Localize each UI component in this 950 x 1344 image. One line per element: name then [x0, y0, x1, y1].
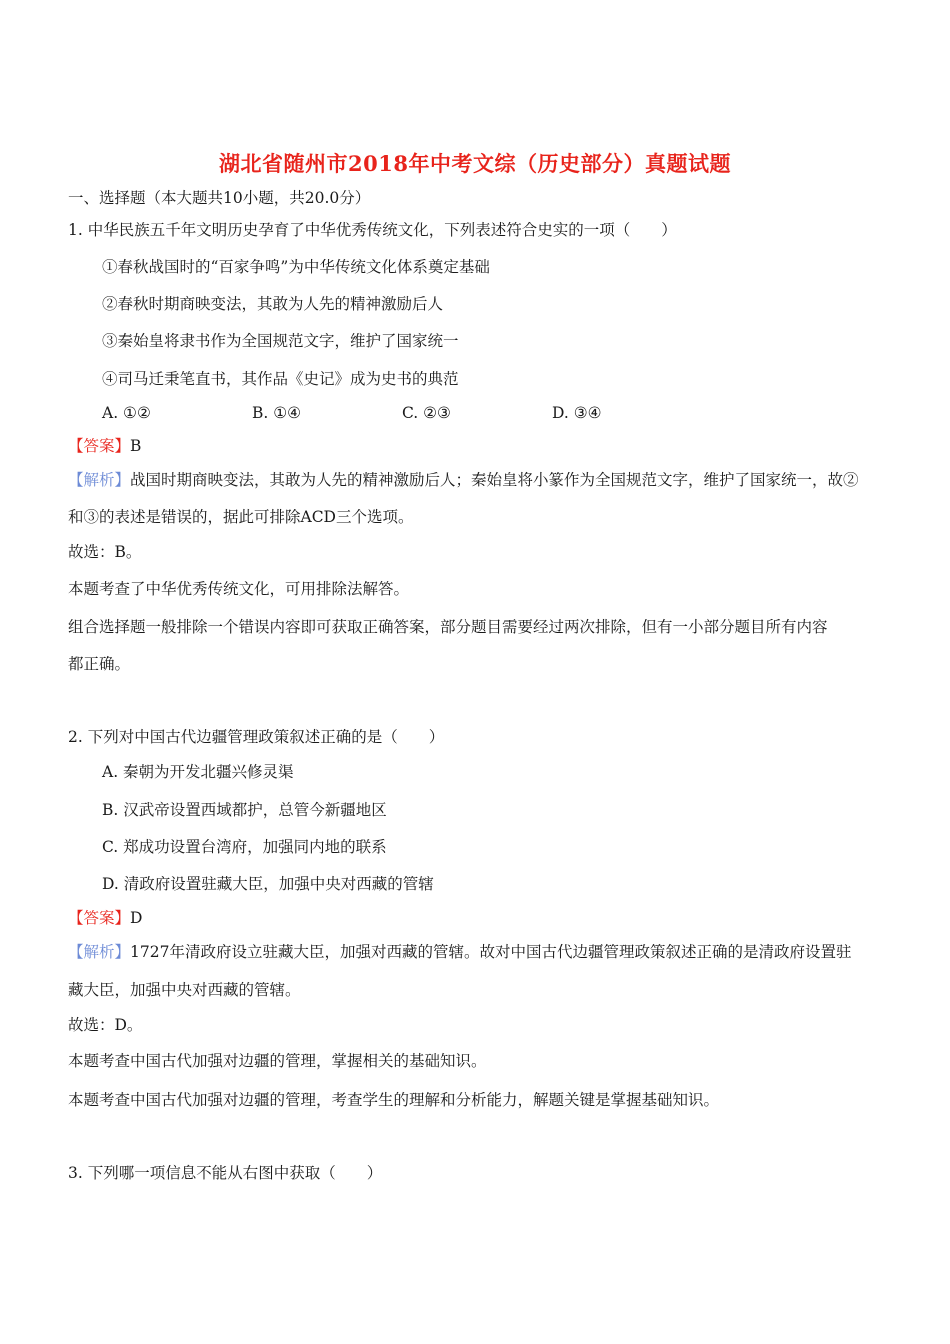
question-1-analysis-line: 故选：B。 [68, 543, 142, 561]
section-heading: 一、选择题（本大题共10小题，共20.0分） [68, 189, 371, 207]
question-1-answer [68, 436, 141, 456]
question-1-options [102, 403, 602, 423]
question-2-answer [68, 908, 142, 928]
question-1-analysis-line: 都正确。 [68, 655, 131, 673]
question-2-option-b: B. 汉武帝设置西域都护，总管今新疆地区 [102, 801, 387, 819]
question-2-analysis-line: 藏大臣，加强中央对西藏的管辖。 [68, 981, 301, 999]
analysis-tag: 【解析】 [68, 471, 131, 489]
question-1-option-a: A. ①② [102, 404, 151, 422]
question-1-analysis-line: 组合选择题一般排除一个错误内容即可获取正确答案，部分题目需要经过两次排除，但有一小部分题目所有内容 [68, 618, 828, 636]
question-2-analysis-line: 本题考查中国古代加强对边疆的管理，掌握相关的基础知识。 [68, 1052, 487, 1070]
question-1-analysis-line: 和③的表述是错误的，据此可排除ACD三个选项。 [68, 508, 414, 526]
question-3-stem: 3. 下列哪一项信息不能从右图中获取（ ） [68, 1164, 383, 1182]
question-2-analysis-line: 本题考查中国古代加强对边疆的管理，考查学生的理解和分析能力，解题关键是掌握基础知识。 [68, 1091, 720, 1109]
analysis-tag: 【解析】 [68, 943, 131, 961]
question-1-item-1: ①春秋战国时的“百家争鸣”为中华传统文化体系奠定基础 [102, 258, 490, 276]
answer-tag: 【答案】 [68, 909, 131, 927]
question-2-analysis-line: 故选：D。 [68, 1016, 143, 1034]
answer-value: D [130, 909, 143, 927]
answer-tag: 【答案】 [68, 437, 131, 455]
question-1-item-2: ②春秋时期商映变法，其敢为人先的精神激励后人 [102, 295, 444, 313]
question-1-stem: 1. 中华民族五千年文明历史孕育了中华优秀传统文化，下列表述符合史实的一项（ ） [68, 221, 677, 239]
question-2-stem: 2. 下列对中国古代边疆管理政策叙述正确的是（ ） [68, 728, 445, 746]
analysis-text: 战国时期商映变法，其敢为人先的精神激励后人；秦始皇将小篆作为全国规范文字，维护了国家统一，故② [130, 471, 859, 489]
question-1-option-d: D. ③④ [552, 404, 602, 422]
question-2-option-a: A. 秦朝为开发北疆兴修灵渠 [102, 763, 294, 781]
question-2-option-c: C. 郑成功设置台湾府，加强同内地的联系 [102, 838, 387, 856]
question-2-option-d: D. 清政府设置驻藏大臣，加强中央对西藏的管辖 [102, 875, 434, 893]
question-2-analysis [68, 942, 851, 962]
question-1-item-4: ④司马迁秉笔直书，其作品《史记》成为史书的典范 [102, 370, 459, 388]
question-1-option-b: B. ①④ [252, 404, 302, 422]
question-1-option-c: C. ②③ [402, 404, 451, 422]
question-1-analysis-line: 本题考查了中华优秀传统文化，可用排除法解答。 [68, 580, 410, 598]
document-title: 湖北省随州市2018年中考文综（历史部分）真题试题 [219, 151, 731, 176]
question-1-item-3: ③秦始皇将隶书作为全国规范文字，维护了国家统一 [102, 332, 459, 350]
question-1-analysis [68, 470, 859, 490]
answer-value: B [130, 437, 142, 455]
analysis-text: 1727年清政府设立驻藏大臣，加强对西藏的管辖。故对中国古代边疆管理政策叙述正确的是清政府设置驻 [130, 943, 852, 961]
